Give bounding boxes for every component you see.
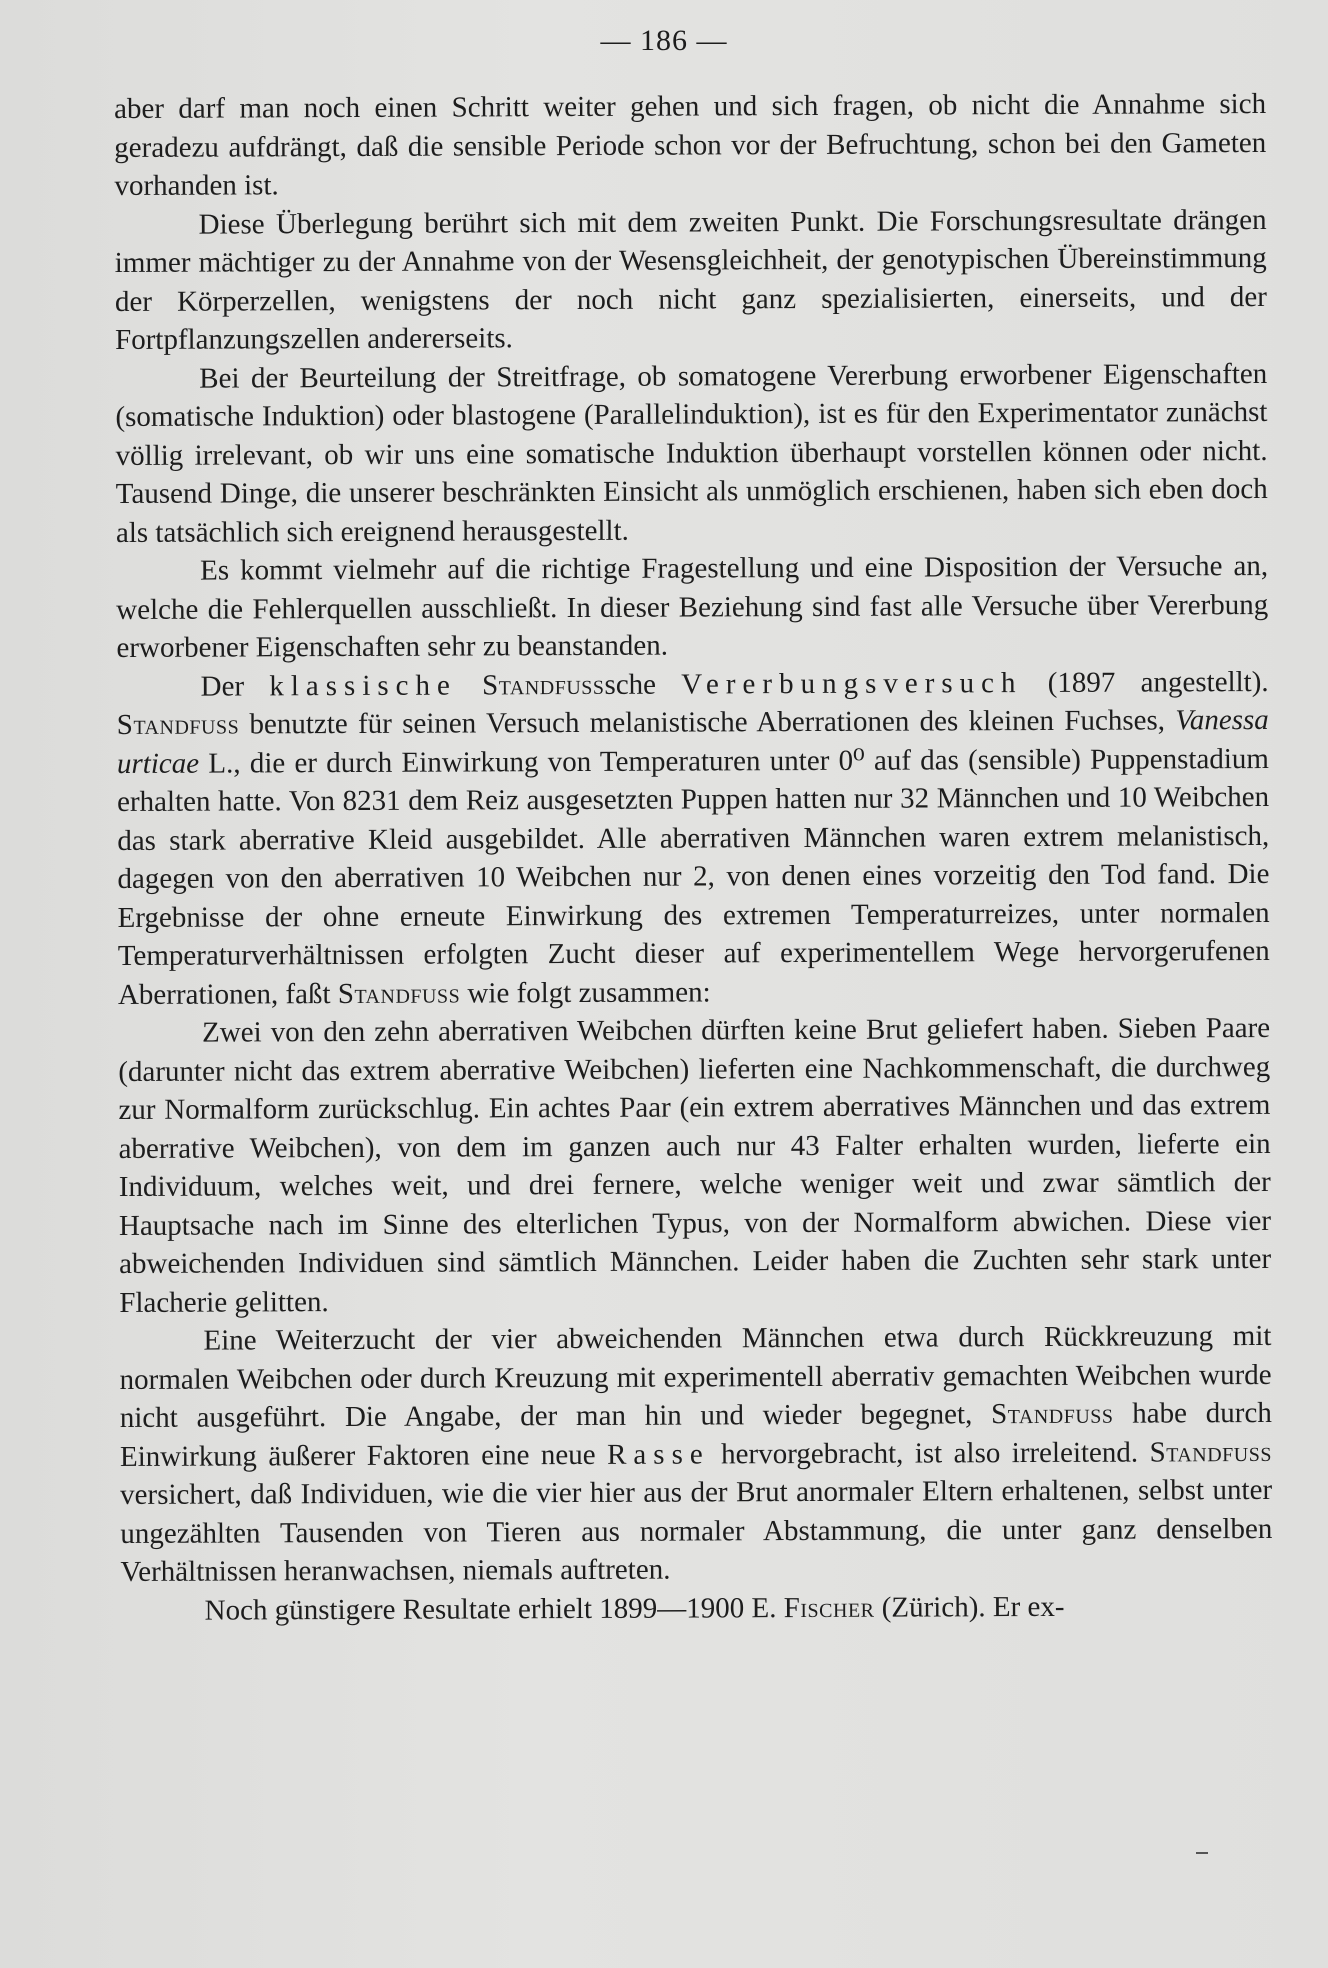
p5-text-e: sche [604, 668, 682, 701]
p5-text-g: (1897 angestellt). [1022, 665, 1269, 699]
paragraph-2: Diese Überlegung berührt sich mit dem zweiten Punkt. Die Forschungsresultate drängen immer mächtiger zu der Annahme von der Wesensgleichheit, der genotypischen Übereinstimmung der Körperzellen, wenigstens der noch nicht ganz spezialisierten, einerseits, und der Fortpflanzungszellen andererseits. [114, 203, 1267, 356]
p5-species-name: Vanessa urticae [116, 703, 1269, 780]
p8-author-fischer: Fischer [783, 1591, 875, 1624]
paragraph-4: Es kommt vielmehr auf die richtige Fragestellung und eine Disposition der Versuche an, welche die Fehlerquellen ausschließt. In dieser Beziehung sind fast alle Versuche über Vererbung erworbener Eigenschaften sehr zu beanstanden. [116, 549, 1269, 664]
p7-author-standfuss-2: Standfuss [1149, 1435, 1273, 1468]
p7-text-e: hervorgebracht, ist also irreleitend. [709, 1435, 1150, 1470]
p8-text-a: Noch günstigere Resultate erhielt 1899—1900 E. [204, 1591, 784, 1627]
p5-author-standfuss-1: Standfuss [482, 668, 605, 701]
paragraph-1: aber darf man noch einen Schritt weiter gehen und sich fragen, ob nicht die Annahme sich geradezu aufdrängt, daß die sensible Periode schon vor der Befruchtung, schon bei den Gameten vorhanden ist. [114, 87, 1267, 202]
paragraph-7 [119, 1317, 1272, 1592]
p7-text-c: habe durch Einwirkung äußerer Faktoren eine neue [119, 1396, 1272, 1473]
paragraph-5 [117, 662, 1271, 1014]
p5-text-c [457, 669, 482, 701]
p7-emphasis-rasse: Rasse [606, 1437, 710, 1471]
paragraph-3: Bei der Beurteilung der Streitfrage, ob somatogene Vererbung erworbener Eigenschaften (somatische Induktion) oder blastogene (Parallelinduktion), ist es für den Experimentator zunächst völlig irrelevant, ob wir uns eine somatische Induktion überhaupt vorstellen können oder nicht. Tausend Dinge, die unserer beschränkten Einsicht als unmöglich erschienen, haben sich eben doch als tatsächlich sich ereignend herausgestellt. [115, 357, 1268, 549]
page-number: — 186 — [600, 24, 728, 57]
stray-mark [1196, 1852, 1208, 1854]
p7-author-standfuss-1: Standfuss [991, 1397, 1114, 1431]
p5-text-m: wie folgt zusammen: [460, 975, 711, 1009]
p7-text-g: versichert, daß Individuen, wie die vier hier aus der Brut anormaler Eltern erhaltenen, selbst unter ungezählten Tausenden von Tieren aus normaler Abstammung, die unter ganz denselben Verhältnissen heranwachsen, niemals auftreten. [120, 1473, 1273, 1588]
p8-text-c: (Zürich). Er ex- [874, 1590, 1065, 1624]
p5-text-i: benutzte für seinen Versuch melanistische Aberrationen des kleinen Fuchses, [239, 704, 1176, 741]
p5-emphasis-vererbungsversuch: Vererbungsversuch [681, 666, 1023, 701]
p7-text-a: Eine Weiterzucht der vier abweichenden Männchen etwa durch Rückkreuzung mit normalen Weibchen oder durch Kreuzung mit experimentell aberrativ gemachten Weibchen wurde nicht ausgeführt. Die Angabe, der man hin und wieder begegnet, [119, 1319, 1272, 1434]
p5-author-standfuss-2: Standfuss [116, 708, 240, 741]
paragraph-8 [121, 1586, 1273, 1630]
p5-emphasis-klassische: klassische [269, 669, 457, 702]
body-text [114, 85, 1273, 1630]
paragraph-6: Zwei von den zehn aberrativen Weibchen dürften keine Brut geliefert haben. Sieben Paare (darunter nicht das extrem aberrative Weibchen) lieferten eine Nachkommenschaft, die durchweg zur Normalform zurückschlug. Ein achtes Paar (ein extrem aberratives Männchen und das extrem aberrative Weibchen), von dem im ganzen auch nur 43 Falter erhalten wurden, lieferte ein Individuum, welches weit, und drei fernere, welche weniger weit und zwar sämtlich der Hauptsache nach im Sinne des elterlichen Typus, von der Normalform abwichen. Diese vier abweichenden Individuen sind sämtlich Männchen. Leider haben die Zuchten sehr stark unter Flacherie gelitten. [118, 1011, 1272, 1319]
p5-text-k: L., die er durch Einwirkung von Temperaturen unter 0⁰ auf das (sensible) Puppenstadium erhalten hatte. Von 8231 dem Reiz ausgesetzten Puppen hatten nur 32 Männchen und 10 Weibchen das stark aberrative Kleid ausgebildet. Alle aberrativen Männchen waren extrem melanistisch, dagegen von den aberrativen 10 Weibchen nur 2, von denen eines vorzeitig den Tod fand. Die Ergebnisse der ohne erneute Einwirkung des extremen Temperaturreizes, unter normalen Temperaturverhältnissen erfolgten Zucht dieser auf experimentellem Wege hervorgerufenen Aberrationen, faßt [117, 742, 1270, 1011]
p5-text-a: Der [200, 669, 270, 703]
p5-author-standfuss-3: Standfuss [337, 976, 461, 1010]
